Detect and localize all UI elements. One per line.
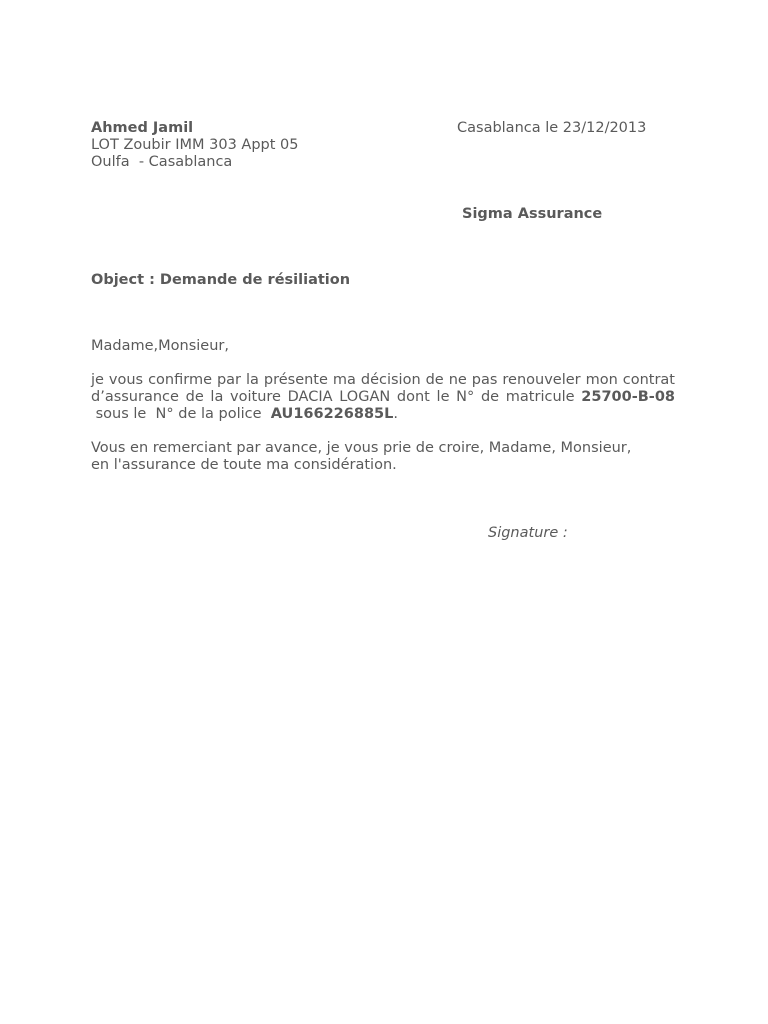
- body-paragraph-2: [91, 440, 675, 474]
- body-paragraph-1: [91, 372, 675, 423]
- closing-line-1: Vous en remerciant par avance, je vous prie de croire, Madame, Monsieur,: [91, 440, 632, 456]
- sender-name: Ahmed Jamil: [91, 120, 194, 136]
- signature-label: Signature :: [488, 525, 568, 541]
- body-text-end: .: [393, 406, 398, 422]
- policy-number: AU166226885L: [270, 406, 394, 422]
- closing-line-2: en l'assurance de toute ma considération.: [91, 457, 397, 473]
- date-line: Casablanca le 23/12/2013: [457, 120, 647, 136]
- registration-number: 25700-B-08: [581, 389, 675, 405]
- body-text: je vous confirme par la présente ma décision de ne pas renouveler mon contrat d’assurance de la voiture DACIA LOGAN dont le N° de matricule: [91, 372, 675, 405]
- salutation: Madame,Monsieur,: [91, 338, 229, 354]
- sender-address-line1: LOT Zoubir IMM 303 Appt 05: [91, 137, 299, 153]
- recipient: Sigma Assurance: [462, 206, 603, 222]
- sender-block: [91, 120, 299, 171]
- body-text-mid: sous le N° de la police: [91, 406, 271, 422]
- subject-line: Object : Demande de résiliation: [91, 272, 351, 288]
- sender-address-line2: Oulfa - Casablanca: [91, 154, 233, 170]
